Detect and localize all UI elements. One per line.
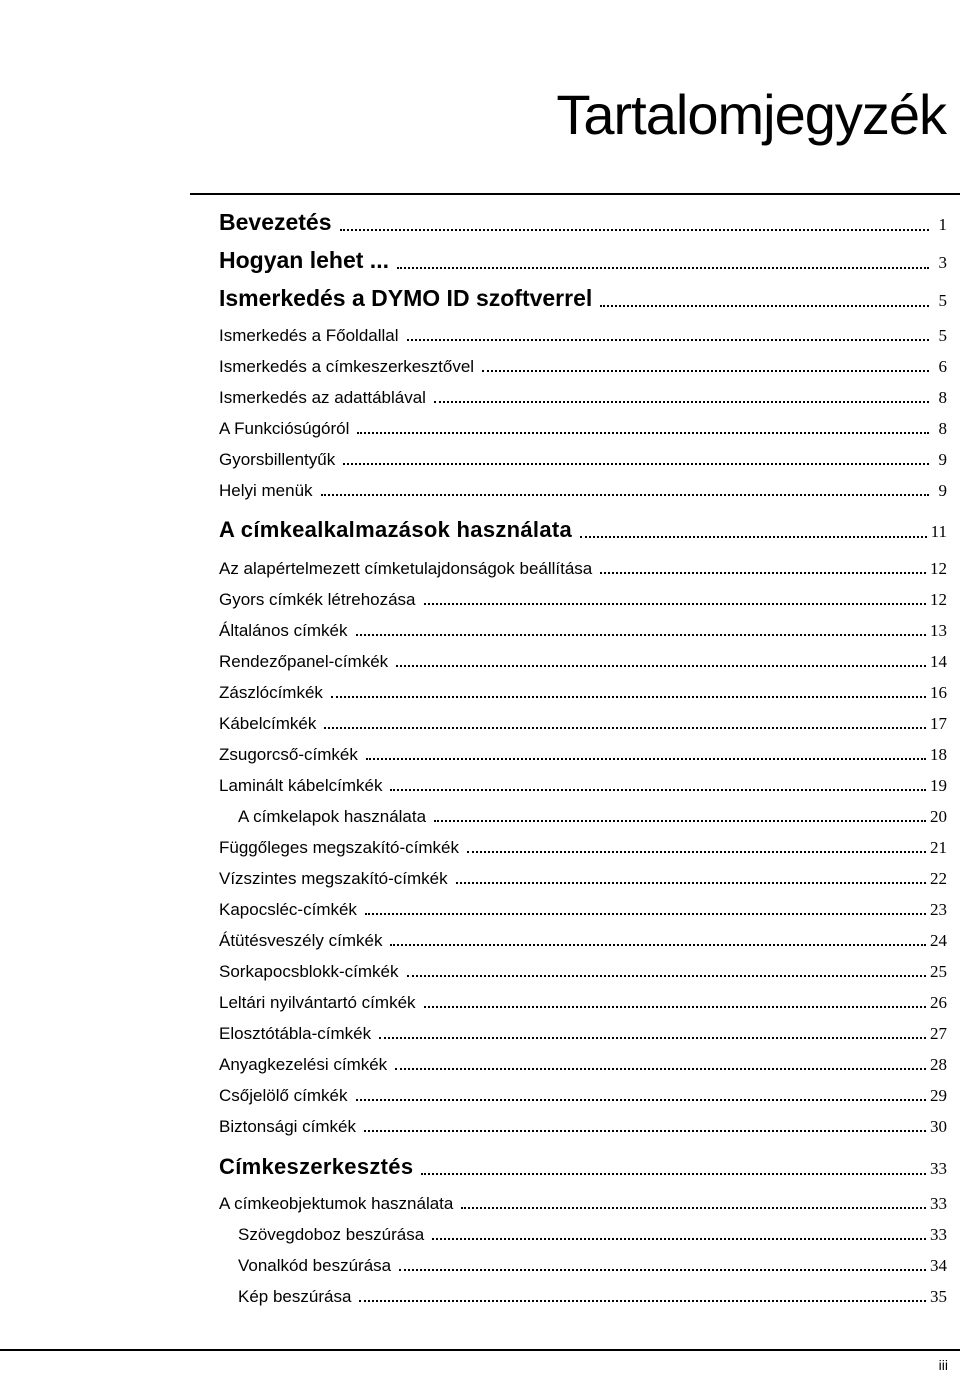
toc-entry-title: Vonalkód beszúrása [238,1256,392,1275]
toc-entry-title: A címkelapok használata [238,807,427,826]
toc-entry-page-number: 1 [938,215,947,234]
toc-entry-page-number: 12 [930,559,947,578]
footer-page-number: iii [938,1357,948,1373]
toc-entry[interactable] [219,326,947,346]
toc-entry[interactable] [219,900,947,920]
toc-entry[interactable] [219,1287,947,1307]
toc-entry-title: Ismerkedés a DYMO ID szoftverrel [219,285,593,311]
toc-entry[interactable] [219,419,947,439]
dot-leader [324,727,926,729]
toc-entry-page-number: 3 [938,253,947,272]
toc-entry-page-number: 26 [930,993,947,1012]
dot-leader [407,975,926,977]
toc-entry-page-number: 11 [930,522,947,541]
dot-leader [397,267,929,269]
dot-leader [424,603,926,605]
dot-leader [366,758,926,760]
toc-entry-title: Ismerkedés a címkeszerkesztővel [219,357,475,376]
dot-leader [461,1207,926,1209]
dot-leader [467,851,926,853]
dot-leader [357,432,929,434]
toc-entry-page-number: 33 [930,1225,947,1244]
toc-entry[interactable] [219,357,947,377]
toc-entry[interactable] [219,1055,947,1075]
toc-entry-page-number: 21 [930,838,947,857]
toc-entry-page-number: 23 [930,900,947,919]
toc-entry-title: Leltári nyilvántartó címkék [219,993,416,1012]
toc-entry-page-number: 5 [938,326,947,345]
toc-entry[interactable] [219,209,947,236]
toc-entry-title: Kábelcímkék [219,714,317,733]
toc-entry-title: Zászlócímkék [219,683,323,702]
dot-leader [359,1300,926,1302]
toc-entry[interactable] [219,1086,947,1106]
dot-leader [364,1130,926,1132]
dot-leader [390,944,926,946]
toc-entry[interactable] [219,807,947,827]
dot-leader [365,913,926,915]
toc-entry-page-number: 13 [930,621,947,640]
toc-entry[interactable] [219,776,947,796]
dot-leader [356,1099,927,1101]
toc-entry[interactable] [219,1024,947,1044]
toc-entry-title: Átütésveszély címkék [219,931,383,950]
dot-leader [395,1068,926,1070]
toc-entry-title: Hogyan lehet ... [219,247,389,273]
toc-entry-title: A címkeobjektumok használata [219,1194,454,1213]
toc-entry-page-number: 22 [930,869,947,888]
dot-leader [456,882,926,884]
toc-entry[interactable] [219,450,947,470]
dot-leader [407,339,929,341]
toc-entry-page-number: 17 [930,714,947,733]
toc-entry-title: Zsugorcső-címkék [219,745,358,764]
toc-entry[interactable] [219,1256,947,1276]
toc-entry-page-number: 25 [930,962,947,981]
toc-entry[interactable] [219,247,947,274]
toc-entry-title: Csőjelölő címkék [219,1086,348,1105]
toc-entry-title: Gyors címkék létrehozása [219,590,416,609]
dot-leader [343,463,929,465]
toc-entry[interactable] [219,1154,947,1180]
toc-entry-page-number: 34 [930,1256,947,1275]
dot-leader [600,305,929,307]
toc-entry-page-number: 20 [930,807,947,826]
toc-entry[interactable] [219,714,947,734]
toc-entry-page-number: 9 [938,450,947,469]
toc-entry-title: Vízszintes megszakító-címkék [219,869,448,888]
toc-entry-title: Gyorsbillentyűk [219,450,336,469]
toc-entry-title: Laminált kábelcímkék [219,776,383,795]
toc-entry-title: Sorkapocsblokk-címkék [219,962,399,981]
dot-leader [580,536,927,538]
toc-entry-title: Bevezetés [219,209,332,235]
toc-entry-title: Az alapértelmezett címketulajdonságok beállítása [219,559,593,578]
toc-entry[interactable] [219,931,947,951]
toc-entry-title: Függőleges megszakító-címkék [219,838,459,857]
toc-entry[interactable] [219,621,947,641]
toc-entry-title: Rendezőpanel-címkék [219,652,389,671]
bottom-divider [0,1349,960,1351]
dot-leader [399,1269,926,1271]
toc-entry[interactable] [219,745,947,765]
toc-entry-title: Címkeszerkesztés [219,1154,414,1179]
toc-entry[interactable] [219,1225,947,1245]
toc-entry[interactable] [219,962,947,982]
dot-leader [390,789,926,791]
toc-entry[interactable] [219,652,947,672]
toc-entry-page-number: 5 [938,291,947,310]
toc-entry[interactable] [219,683,947,703]
toc-entry-title: Ismerkedés az adattáblával [219,388,426,407]
toc-entry[interactable] [219,1117,947,1137]
toc-entry-page-number: 33 [930,1194,947,1213]
dot-leader [331,696,926,698]
toc-entry-title: Anyagkezelési címkék [219,1055,388,1074]
dot-leader [396,665,926,667]
toc-entry[interactable] [219,559,947,579]
toc-entry-page-number: 24 [930,931,947,950]
dot-leader [421,1173,926,1175]
page-title: Tartalomjegyzék [556,83,946,146]
toc-entry-page-number: 8 [938,388,947,407]
toc-entry[interactable] [219,869,947,889]
dot-leader [340,229,929,231]
toc-entry-page-number: 30 [930,1117,947,1136]
toc-entry-page-number: 18 [930,745,947,764]
dot-leader [321,494,929,496]
toc-entry-title: Biztonsági címkék [219,1117,356,1136]
toc-entry[interactable] [219,1194,947,1214]
dot-leader [434,401,929,403]
toc-entry-page-number: 35 [930,1287,947,1306]
toc-entry-page-number: 12 [930,590,947,609]
toc-entry[interactable] [219,993,947,1013]
toc-entry[interactable] [219,838,947,858]
toc-entry-title: Szövegdoboz beszúrása [238,1225,425,1244]
top-divider [190,193,960,195]
toc-entry-title: Kép beszúrása [238,1287,352,1306]
toc-entry-title: Kapocsléc-címkék [219,900,357,919]
toc-entry-page-number: 33 [930,1159,947,1178]
dot-leader [424,1006,926,1008]
toc-entry-title: Ismerkedés a Főoldallal [219,326,399,345]
toc-entry-title: A Funkciósúgóról [219,419,350,438]
toc-entry-title: Általános címkék [219,621,348,640]
toc-entry[interactable] [219,285,947,312]
toc-entry-title: Helyi menük [219,481,313,500]
toc-entry-page-number: 9 [938,481,947,500]
toc-entry-page-number: 29 [930,1086,947,1105]
toc-entry-page-number: 8 [938,419,947,438]
toc-entry-page-number: 28 [930,1055,947,1074]
toc-entry-page-number: 27 [930,1024,947,1043]
toc-entry-page-number: 19 [930,776,947,795]
dot-leader [482,370,929,372]
toc-entry-title: Elosztótábla-címkék [219,1024,372,1043]
dot-leader [379,1037,926,1039]
toc-entry-page-number: 14 [930,652,947,671]
toc-entry-title: A címkealkalmazások használata [219,517,573,542]
dot-leader [434,820,926,822]
toc-entry[interactable] [219,388,947,408]
toc-entry[interactable] [219,517,947,543]
dot-leader [600,572,926,574]
dot-leader [432,1238,926,1240]
toc-entry-page-number: 6 [938,357,947,376]
toc-entry[interactable] [219,481,947,501]
toc-entry[interactable] [219,590,947,610]
toc-entry-page-number: 16 [930,683,947,702]
dot-leader [356,634,927,636]
